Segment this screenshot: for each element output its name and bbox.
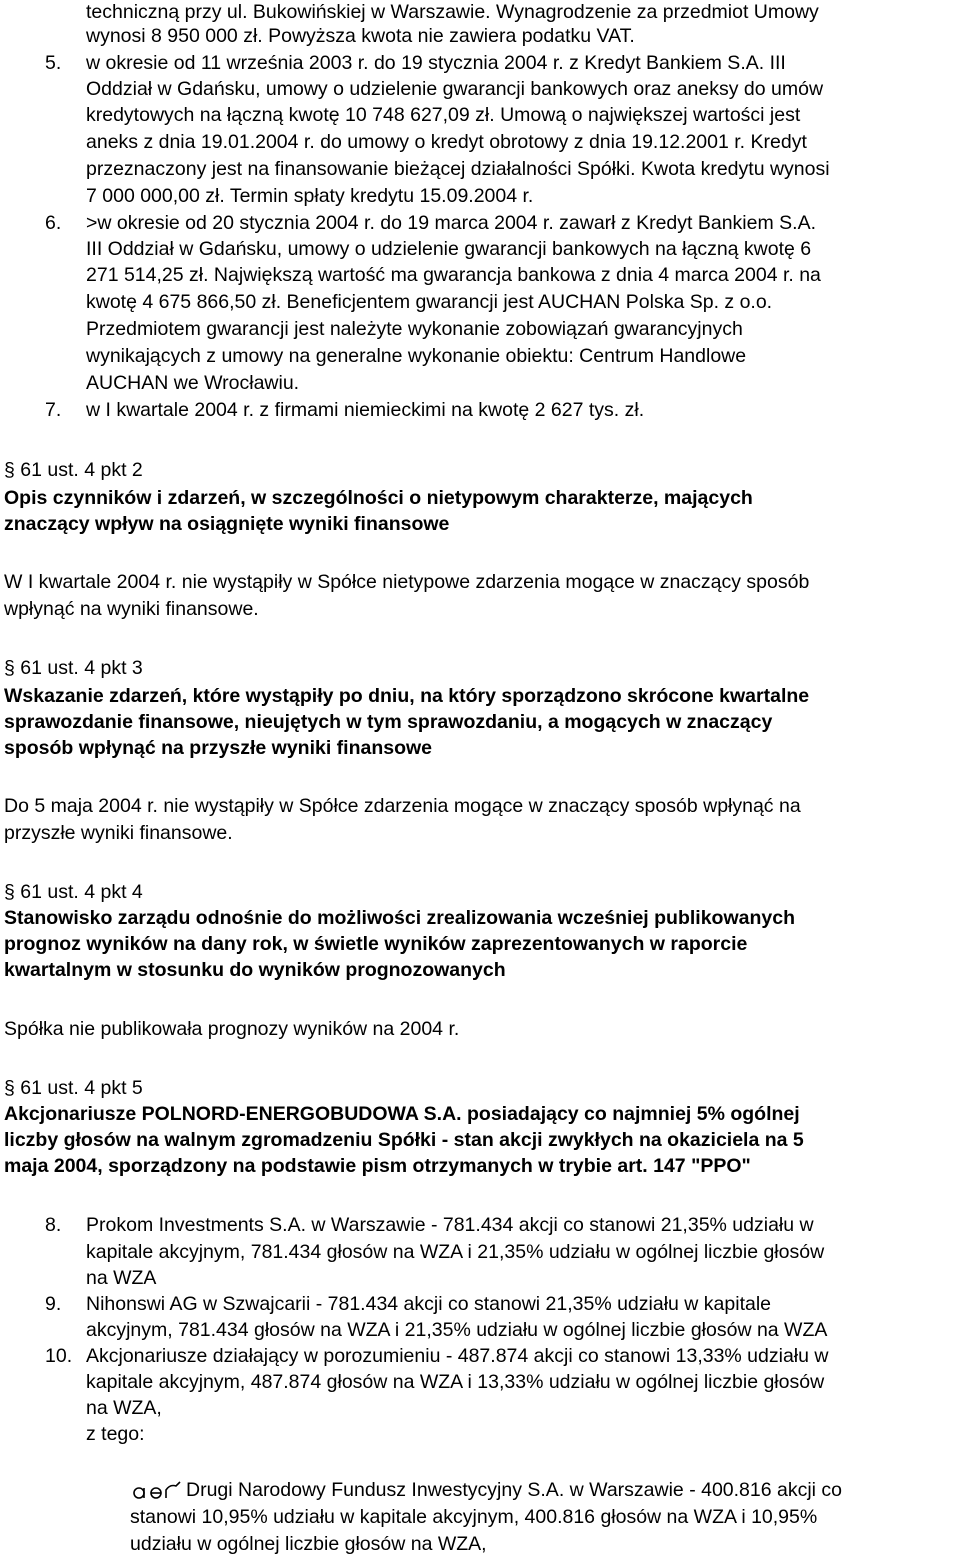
broken-glyph-icon (130, 1478, 186, 1502)
list-number: 10. (45, 1345, 73, 1367)
list-item-line: >w okresie od 20 stycznia 2004 r. do 19 marca 2004 r. zawarł z Kredyt Bankiem S.A. (86, 212, 816, 234)
list-item-line: wynikających z umowy na generalne wykonanie obiektu: Centrum Handlowe (86, 345, 747, 367)
list-item-line: Prokom Investments S.A. w Warszawie - 781.434 akcji co stanowi 21,35% udziału w (86, 1214, 814, 1236)
list-item-line: aneks z dnia 19.01.2004 r. do umowy o kredyt obrotowy z dnia 19.12.2001 r. Kredyt (86, 131, 807, 153)
list-item-line: w okresie od 11 września 2003 r. do 19 stycznia 2004 r. z Kredyt Bankiem S.A. III (86, 52, 786, 74)
list-number: 9. (45, 1293, 62, 1315)
list-item-line: kapitale akcyjnym, 781.434 głosów na WZA i 21,35% udziału w ogólnej liczbie głosów (86, 1241, 825, 1263)
list-number: 5. (45, 52, 62, 74)
section-reference: § 61 ust. 4 pkt 4 (4, 881, 143, 903)
section-heading: Stanowisko zarządu odnośnie do możliwości zrealizowania wcześniej publikowanych (4, 907, 795, 929)
text-line: techniczną przy ul. Bukowińskiej w Warszawie. Wynagrodzenie za przedmiot Umowy (86, 1, 819, 23)
list-item-line: Drugi Narodowy Fundusz Inwestycyjny S.A. w Warszawie - 400.816 akcji co (186, 1479, 843, 1501)
list-item-line: III Oddział w Gdańsku, umowy o udzielenie gwarancji bankowych na łączną kwotę 6 (86, 238, 812, 260)
section-heading: Akcjonariusze POLNORD-ENERGOBUDOWA S.A. posiadający co najmniej 5% ogólnej (4, 1103, 800, 1125)
list-number: 7. (45, 399, 62, 421)
paragraph-line: W I kwartale 2004 r. nie wystąpiły w Spółce nietypowe zdarzenia mogące w znaczący sposób (4, 571, 810, 593)
list-item-line: stanowi 10,95% udziału w kapitale akcyjnym, 400.816 głosów na WZA i 10,95% (130, 1506, 818, 1528)
list-item-line: Oddział w Gdańsku, umowy o udzielenie gwarancji bankowych oraz aneksy do umów (86, 78, 824, 100)
list-item-line: Przedmiotem gwarancji jest należyte wykonanie zobowiązań gwarancyjnych (86, 318, 743, 340)
list-item-line: akcyjnym, 781.434 głosów na WZA i 21,35% udziału w ogólnej liczbie głosów na WZA (86, 1319, 828, 1341)
list-item-line: z tego: (86, 1423, 145, 1445)
list-item-line: 271 514,25 zł. Największą wartość ma gwarancja bankowa z dnia 4 marca 2004 r. na (86, 264, 821, 286)
list-item-line: AUCHAN we Wrocławiu. (86, 372, 300, 394)
section-heading: sprawozdanie finansowe, nieujętych w tym sprawozdaniu, a mogących w znaczący (4, 711, 773, 733)
list-item-line: kredytowych na łączną kwotę 10 748 627,09 zł. Umową o największej wartości jest (86, 104, 801, 126)
list-item-line: kwotę 4 675 866,50 zł. Beneficjentem gwarancji jest AUCHAN Polska Sp. z o.o. (86, 291, 773, 313)
list-item-line: przeznaczony jest na finansowanie bieżącej działalności Spółki. Kwota kredytu wynosi (86, 158, 830, 180)
paragraph-line: przyszłe wyniki finansowe. (4, 822, 233, 844)
paragraph-line: wpłynąć na wyniki finansowe. (4, 598, 259, 620)
list-item-line: udziału w ogólnej liczbie głosów na WZA, (130, 1533, 487, 1555)
section-heading: liczby głosów na walnym zgromadzeniu Spółki - stan akcji zwykłych na okaziciela na 5 (4, 1129, 804, 1151)
section-heading: znaczący wpływ na osiągnięte wyniki finansowe (4, 513, 450, 535)
list-item-line: na WZA (86, 1267, 157, 1289)
section-heading: prognoz wyników na dany rok, w świetle wyników zaprezentowanych w raporcie (4, 933, 748, 955)
section-reference: § 61 ust. 4 pkt 2 (4, 459, 143, 481)
section-heading: Opis czynników i zdarzeń, w szczególności o nietypowym charakterze, mających (4, 487, 753, 509)
list-item-line: na WZA, (86, 1397, 162, 1419)
list-item-line: Nihonswi AG w Szwajcarii - 781.434 akcji co stanowi 21,35% udziału w kapitale (86, 1293, 772, 1315)
paragraph-line: Do 5 maja 2004 r. nie wystąpiły w Spółce zdarzenia mogące w znaczący sposób wpłynąć na (4, 795, 801, 817)
section-reference: § 61 ust. 4 pkt 5 (4, 1077, 143, 1099)
text-line: wynosi 8 950 000 zł. Powyższa kwota nie zawiera podatku VAT. (86, 25, 635, 47)
list-number: 8. (45, 1214, 62, 1236)
section-heading: maja 2004, sporządzony na podstawie pism otrzymanych w trybie art. 147 "PPO" (4, 1155, 751, 1177)
section-reference: § 61 ust. 4 pkt 3 (4, 657, 143, 679)
list-item-line: kapitale akcyjnym, 487.874 głosów na WZA i 13,33% udziału w ogólnej liczbie głosów (86, 1371, 825, 1393)
section-heading: sposób wpłynąć na przyszłe wyniki finansowe (4, 737, 433, 759)
list-number: 6. (45, 212, 62, 234)
paragraph-line: Spółka nie publikowała prognozy wyników na 2004 r. (4, 1018, 460, 1040)
list-item-line: 7 000 000,00 zł. Termin spłaty kredytu 15.09.2004 r. (86, 185, 534, 207)
section-heading: kwartalnym w stosunku do wyników prognozowanych (4, 959, 506, 981)
list-item-line: Akcjonariusze działający w porozumieniu - 487.874 akcji co stanowi 13,33% udziału w (86, 1345, 829, 1367)
section-heading: Wskazanie zdarzeń, które wystąpiły po dniu, na który sporządzono skrócone kwartalne (4, 685, 810, 707)
list-item-line: w I kwartale 2004 r. z firmami niemieckimi na kwotę 2 627 tys. zł. (86, 399, 645, 421)
